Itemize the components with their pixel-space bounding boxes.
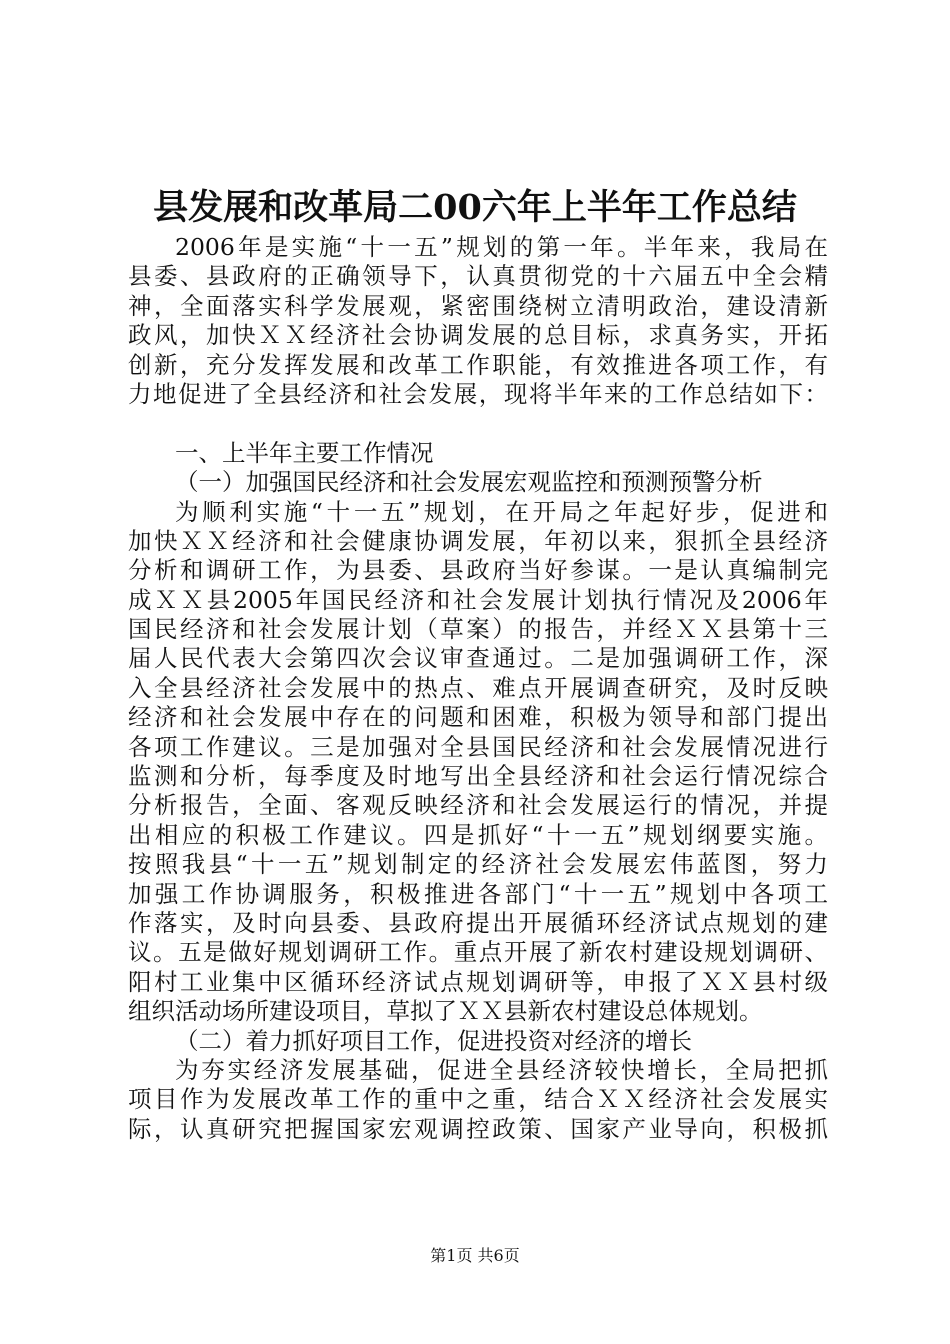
text-line: 议。五是做好规划调研工作。重点开展了新农村建设规划调研、 xyxy=(128,938,828,967)
text-line: 入全县经济社会发展中的热点、难点开展调查研究，及时反映 xyxy=(128,673,828,702)
document-body xyxy=(128,233,828,1144)
text-line: 加快ＸＸ经济和社会健康协调发展，年初以来，狠抓全县经济 xyxy=(128,526,828,555)
text-line: 各项工作建议。三是加强对全县国民经济和社会发展情况进行 xyxy=(128,732,828,761)
text-line: 作落实，及时向县委、县政府提出开展循环经济试点规划的建 xyxy=(128,908,828,937)
text-line: 为顺利实施“十一五”规划，在开局之年起好步，促进和 xyxy=(175,497,828,526)
text-line: 经济和社会发展中存在的问题和困难，积极为领导和部门提出 xyxy=(128,703,828,732)
subsection-heading: （一）加强国民经济和社会发展宏观监控和预测预警分析 xyxy=(175,468,763,497)
text-line: 项目作为发展改革工作的重中之重，结合ＸＸ经济社会发展实 xyxy=(128,1085,828,1114)
text-line: 国民经济和社会发展计划（草案）的报告，并经ＸＸ县第十三 xyxy=(128,615,828,644)
text-line: 际，认真研究把握国家宏观调控政策、国家产业导向，积极抓 xyxy=(128,1114,828,1143)
text-line: 为夯实经济发展基础，促进全县经济较快增长，全局把抓 xyxy=(175,1055,828,1084)
blank-line xyxy=(128,409,828,438)
subsection-heading: （二）着力抓好项目工作，促进投资对经济的增长 xyxy=(175,1026,692,1055)
text-line: 力地促进了全县经济和社会发展，现将半年来的工作总结如下： xyxy=(128,379,828,408)
text-line: 加强工作协调服务，积极推进各部门“十一五”规划中各项工 xyxy=(128,879,828,908)
text-line: 分析和调研工作，为县委、县政府当好参谋。一是认真编制完 xyxy=(128,556,828,585)
text-line: 按照我县“十一五”规划制定的经济社会发展宏伟蓝图，努力 xyxy=(128,850,828,879)
text-line: 出相应的积极工作建议。四是抓好“十一五”规划纲要实施。 xyxy=(128,820,828,849)
text-line: 神，全面落实科学发展观，紧密围绕树立清明政治，建设清新 xyxy=(128,291,828,320)
text-line: 2006年是实施“十一五”规划的第一年。半年来，我局在 xyxy=(175,233,828,261)
text-line: 创新，充分发挥发展和改革工作职能，有效推进各项工作，有 xyxy=(128,350,828,379)
text-line: 监测和分析，每季度及时地写出全县经济和社会运行情况综合 xyxy=(128,762,828,791)
text-line: 县委、县政府的正确领导下，认真贯彻党的十六届五中全会精 xyxy=(128,262,828,291)
text-line: 组织活动场所建设项目，草拟了ＸＸ县新农村建设总体规划。 xyxy=(128,997,763,1026)
text-line: 成ＸＸ县2005年国民经济和社会发展计划执行情况及2006年 xyxy=(128,585,828,614)
text-line: 分析报告，全面、客观反映经济和社会发展运行的情况，并提 xyxy=(128,791,828,820)
page-footer: 第1页 共6页 xyxy=(430,1246,520,1265)
text-line: 政风，加快ＸＸ经济社会协调发展的总目标，求真务实，开拓 xyxy=(128,321,828,350)
page-title: 县发展和改革局二00六年上半年工作总结 xyxy=(153,187,797,228)
text-line: 阳村工业集中区循环经济试点规划调研等，申报了ＸＸ县村级 xyxy=(128,967,828,996)
section-heading: 一、上半年主要工作情况 xyxy=(175,438,434,467)
text-line: 届人民代表大会第四次会议审查通过。二是加强调研工作，深 xyxy=(128,644,828,673)
